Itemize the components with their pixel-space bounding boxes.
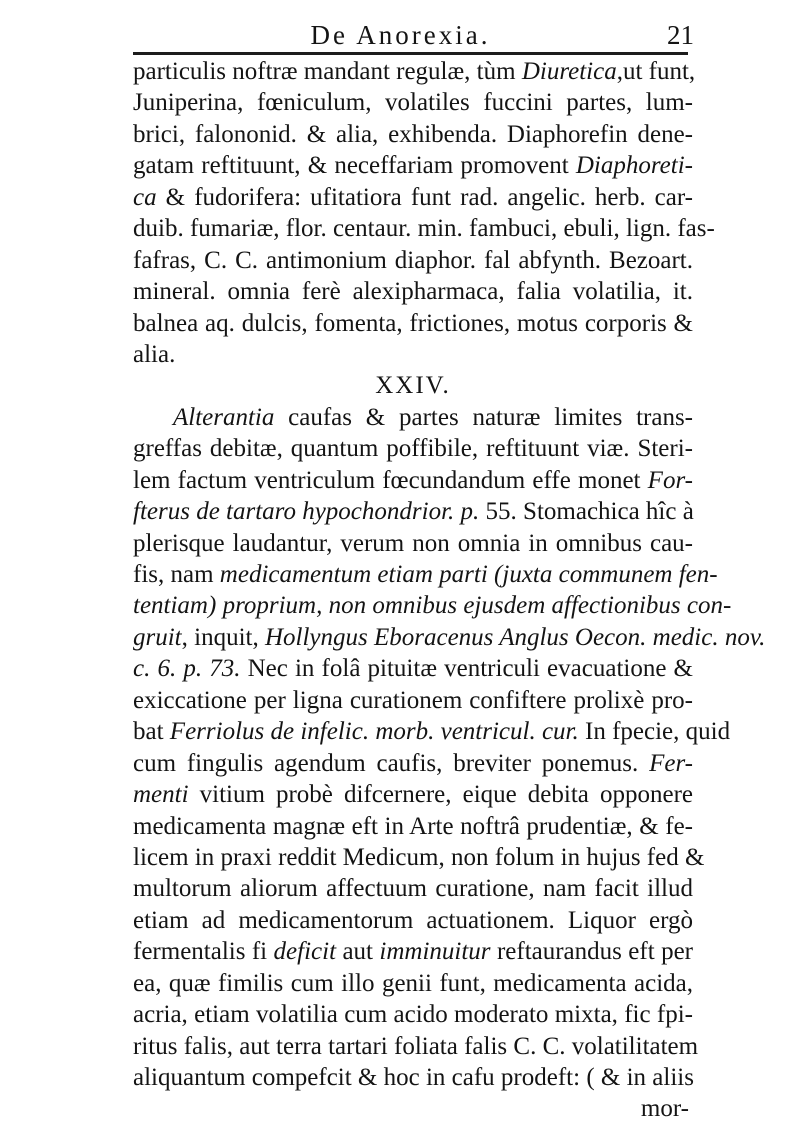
italic-segment: ca [133, 183, 157, 211]
text-segment: duib. fumariæ, flor. centaur. min. fambuci, ebuli, lign. fas- [133, 215, 715, 243]
text-segment: mor- [640, 1095, 689, 1123]
text-segment: greffas debitæ, quantum poffibile, reftituunt viæ. Steri- [133, 435, 693, 463]
text-segment: , inquit, [181, 623, 265, 651]
text-segment: Nec in folâ pituitæ ventriculi evacuatione & [240, 655, 693, 683]
text-segment: vitium probè difcernere, eique debita opponere [188, 781, 693, 809]
text-line [133, 968, 693, 999]
text-segment: balnea aq. dulcis, fomenta, frictiones, motus corporis & [133, 309, 693, 337]
text-segment: fermentalis fi [133, 938, 274, 966]
text-line [133, 905, 693, 936]
text-segment: In fpecie, quid [578, 718, 731, 746]
text-segment: caufas & partes naturæ limites trans- [274, 403, 693, 431]
text-line [133, 276, 693, 307]
text-segment: gatam reftituunt, & neceffariam promovent [133, 152, 576, 180]
text-line [133, 559, 718, 590]
text-line [133, 1062, 693, 1093]
text-segment: & fudorifera: ufitatiora funt rad. angelic. herb. car- [156, 183, 693, 211]
text-segment: fis, nam [133, 561, 220, 588]
body-text [133, 56, 766, 1125]
text-line [133, 716, 731, 747]
text-segment: mineral. omnia ferè alexipharmaca, falia volatilia, it. [133, 278, 693, 306]
italic-segment: For- [647, 466, 693, 494]
text-segment: XXIV. [375, 372, 451, 400]
text-segment: particulis noftræ mandant regulæ, tùm [133, 58, 522, 85]
running-title: De Anorexia. [310, 20, 491, 50]
text-segment: cum fingulis agendum caufis, breviter ponemus. [133, 749, 650, 777]
text-segment: ,ut funt, [616, 58, 696, 85]
text-segment: exiccatione per ligna curationem confiftere prolixè pro- [133, 686, 693, 714]
text-line [133, 182, 693, 213]
text-segment: Juniperina, fœniculum, volatiles fuccini partes, lum- [133, 89, 693, 117]
text-line [133, 811, 693, 842]
text-segment: multorum aliorum affectuum curatione, nam facit illud [133, 875, 693, 903]
text-line [133, 1031, 699, 1062]
text-line [133, 87, 693, 118]
text-segment: etiam ad medicamentorum actuationem. Liquor ergò [133, 906, 693, 934]
text-line [133, 339, 693, 370]
italic-segment: Diuretica [521, 58, 617, 85]
italic-segment: Ferriolus de infelic. morb. ventricul. cur. [169, 718, 579, 746]
text-segment: brici, falononid. & alia, exhibenda. Diaphorefin dene- [133, 120, 693, 148]
text-line [133, 56, 696, 87]
text-segment: ritus falis, aut terra tartari foliata falis C. C. volatilitatem [133, 1032, 699, 1060]
text-segment: lem factum ventriculum fœcundandum effe monet [133, 466, 648, 494]
text-segment: aut [336, 938, 380, 966]
text-line [133, 873, 693, 904]
text-line [133, 496, 693, 527]
page-number: 21 [667, 20, 694, 50]
text-line [133, 528, 693, 559]
text-line [133, 150, 693, 181]
section-number [133, 370, 693, 401]
text-segment: ea, quæ fimilis cum illo genii funt, medicamenta acida, [133, 969, 693, 997]
italic-segment: p. [460, 498, 480, 526]
text-segment: acria, etiam volatilia cum acido moderato mixta, fic fpi- [133, 1001, 693, 1029]
text-line [133, 213, 715, 244]
text-line [133, 653, 693, 684]
text-segment: fafras, C. C. antimonium diaphor. fal abfynth. Bezoart. [133, 246, 693, 274]
italic-segment: fterus de tartaro hypochondrior. [133, 498, 455, 526]
text-line [133, 590, 732, 621]
text-line [133, 999, 693, 1030]
italic-segment: Alterantia [173, 403, 275, 431]
text-segment: bat [133, 718, 170, 746]
text-segment: licem in praxi reddit Medicum, non folum in hujus fed & [133, 843, 705, 871]
text-segment: alia. [133, 340, 176, 368]
text-line [133, 308, 693, 339]
italic-segment: c. 6. p. 73. [133, 655, 241, 683]
italic-segment: imminuitur [379, 938, 491, 966]
text-line [133, 842, 705, 873]
text-segment: aliquantum compefcit & hoc in cafu prodeft: ( & in aliis [133, 1064, 694, 1091]
italic-segment: Diaphoreti- [575, 152, 693, 180]
text-segment: 55. Stomachica hîc à [479, 498, 694, 526]
running-head [0, 18, 801, 52]
text-line [133, 936, 693, 967]
text-line [133, 465, 693, 496]
text-line [133, 779, 693, 810]
text-line [133, 402, 693, 433]
italic-segment: tentiam) proprium, non omnibus ejusdem affectionibus con- [133, 592, 732, 620]
text-line [133, 622, 766, 653]
text-segment: medicamenta magnæ eft in Arte noftrâ prudentiæ, & fe- [133, 812, 693, 840]
text-line [133, 685, 693, 716]
text-line [133, 433, 693, 464]
catchword [133, 1093, 693, 1124]
italic-segment: deficit [273, 938, 337, 966]
text-line [133, 748, 693, 779]
header-rule [133, 52, 688, 55]
italic-segment: Hollyngus Eboracenus Anglus Oecon. medic. nov. [264, 623, 766, 651]
text-segment: plerisque laudantur, verum non omnia in omnibus cau- [133, 529, 693, 557]
italic-segment: medicamentum etiam parti (juxta communem fen- [219, 561, 718, 588]
text-line [133, 119, 693, 150]
italic-segment: menti [133, 781, 189, 809]
text-line [133, 245, 693, 276]
italic-segment: Fer- [649, 749, 693, 777]
italic-segment: gruit [133, 623, 182, 651]
text-segment: reftaurandus eft per [490, 938, 693, 966]
